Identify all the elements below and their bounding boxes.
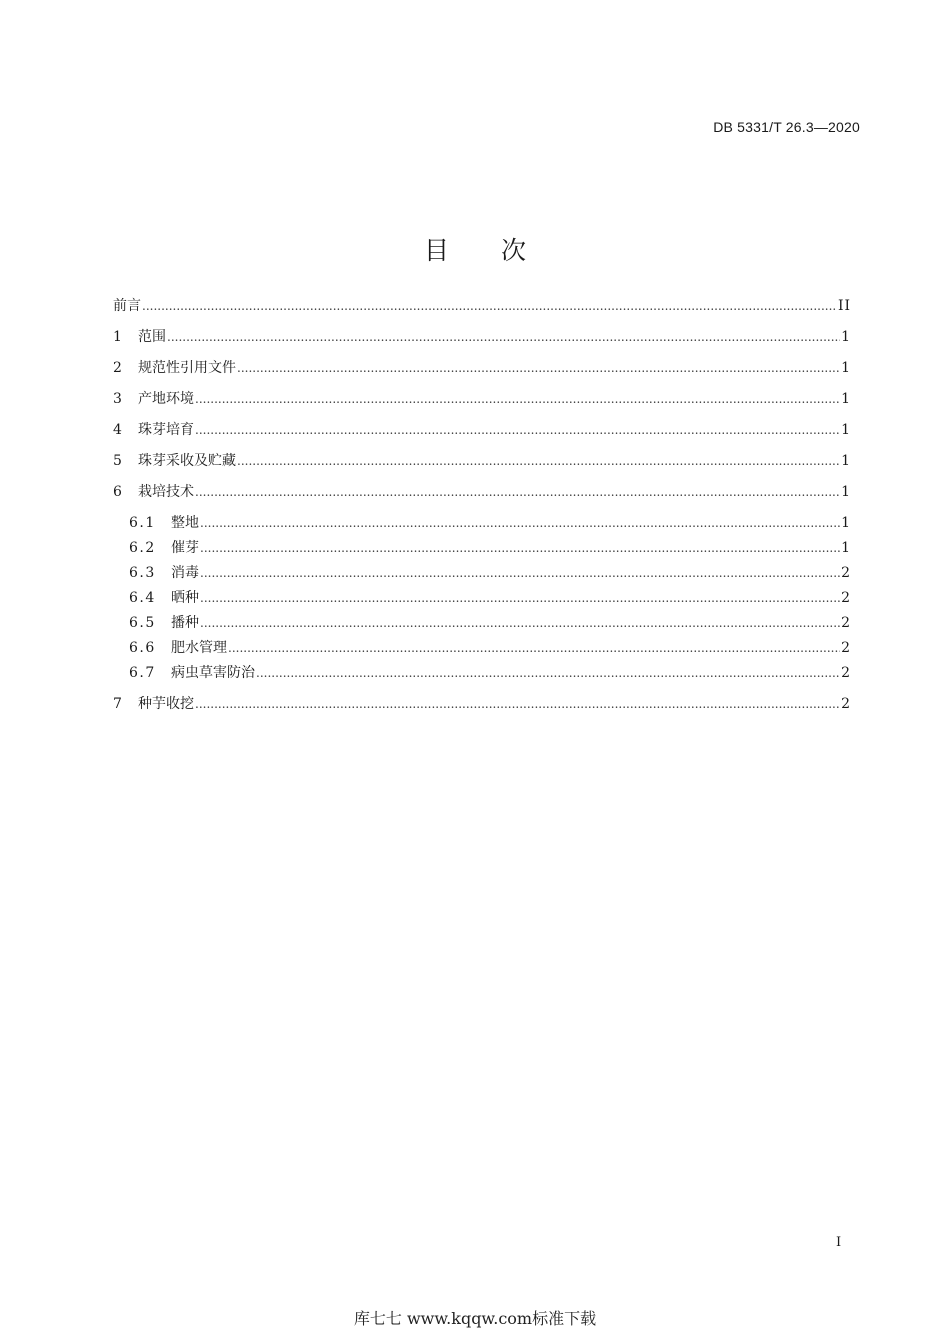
toc-entry-page: 1 — [841, 484, 851, 500]
toc-entry[interactable] — [113, 536, 851, 560]
toc-dot-leader — [228, 636, 840, 660]
page-title: 目次 — [423, 235, 578, 265]
toc-entry-number: 6.1 — [129, 515, 156, 531]
toc-entry-page: 1 — [841, 329, 851, 345]
toc-dot-leader — [200, 561, 840, 585]
toc-dot-leader — [195, 480, 840, 504]
toc-dot-leader — [167, 325, 840, 349]
toc-entry-number: 3 — [113, 391, 123, 407]
toc-entry-page: 2 — [841, 696, 851, 712]
toc-entry[interactable] — [113, 661, 851, 685]
toc-entry-page: 1 — [841, 422, 851, 438]
toc-dot-leader — [200, 511, 840, 535]
toc-entry-number: 6 — [113, 484, 123, 500]
toc-dot-leader — [200, 586, 840, 610]
toc-entry-label: 消毒 — [171, 565, 199, 581]
toc-entry-page: 2 — [841, 590, 851, 606]
toc-entry-label: 病虫草害防治 — [171, 665, 255, 681]
toc-dot-leader — [142, 294, 837, 318]
toc-entry-label: 珠芽采收及贮藏 — [138, 453, 236, 469]
toc-entry-page: 1 — [841, 453, 851, 469]
table-of-contents — [113, 294, 851, 723]
toc-entry[interactable] — [113, 586, 851, 610]
toc-entry[interactable] — [113, 511, 851, 535]
toc-entry-number: 4 — [113, 422, 123, 438]
toc-dot-leader — [256, 661, 840, 685]
toc-dot-leader — [195, 418, 840, 442]
toc-entry[interactable] — [113, 449, 851, 473]
toc-entry[interactable] — [113, 480, 851, 504]
toc-entry-label: 肥水管理 — [171, 640, 227, 656]
toc-entry[interactable] — [113, 294, 851, 318]
toc-entry-label: 产地环境 — [138, 391, 194, 407]
toc-dot-leader — [237, 356, 840, 380]
toc-entry-label: 播种 — [171, 615, 199, 631]
toc-entry-page: 2 — [841, 615, 851, 631]
toc-entry[interactable] — [113, 636, 851, 660]
toc-entry-label: 晒种 — [171, 590, 199, 606]
toc-entry[interactable] — [113, 561, 851, 585]
toc-entry-label: 前言 — [113, 298, 141, 314]
toc-entry-label: 催芽 — [171, 540, 199, 556]
toc-entry-page: II — [837, 298, 851, 314]
toc-entry-label: 规范性引用文件 — [138, 360, 236, 376]
toc-entry-number: 6.4 — [129, 590, 156, 606]
toc-entry-number: 2 — [113, 360, 123, 376]
toc-entry-number: 6.5 — [129, 615, 156, 631]
toc-entry-number: 6.3 — [129, 565, 156, 581]
toc-dot-leader — [237, 449, 840, 473]
toc-entry-page: 2 — [841, 640, 851, 656]
toc-entry-page: 1 — [841, 540, 851, 556]
toc-entry-number: 5 — [113, 453, 123, 469]
toc-entry-number: 6.2 — [129, 540, 156, 556]
toc-entry[interactable] — [113, 356, 851, 380]
toc-entry[interactable] — [113, 325, 851, 349]
toc-entry-number: 1 — [113, 329, 123, 345]
toc-dot-leader — [195, 692, 840, 716]
document-number: DB 5331/T 26.3—2020 — [713, 119, 860, 135]
toc-entry-page: 1 — [841, 391, 851, 407]
toc-dot-leader — [200, 536, 840, 560]
toc-entry-page: 1 — [841, 515, 851, 531]
toc-entry-number: 6.6 — [129, 640, 156, 656]
toc-entry-label: 栽培技术 — [138, 484, 194, 500]
toc-entry-page: 1 — [841, 360, 851, 376]
toc-entry[interactable] — [113, 611, 851, 635]
toc-entry[interactable] — [113, 387, 851, 411]
toc-entry-number: 7 — [113, 696, 123, 712]
page-number: I — [836, 1235, 842, 1250]
toc-entry-label: 范围 — [138, 329, 166, 345]
toc-entry-label: 珠芽培育 — [138, 422, 194, 438]
toc-entry[interactable] — [113, 418, 851, 442]
toc-entry-label: 整地 — [171, 515, 199, 531]
toc-entry[interactable] — [113, 692, 851, 716]
toc-dot-leader — [200, 611, 840, 635]
toc-entry-page: 2 — [841, 665, 851, 681]
toc-entry-label: 种芋收挖 — [138, 696, 194, 712]
toc-entry-page: 2 — [841, 565, 851, 581]
toc-dot-leader — [195, 387, 840, 411]
toc-entry-number: 6.7 — [129, 665, 156, 681]
watermark-text: 库七七 www.kqqw.com标准下载 — [353, 1309, 597, 1328]
